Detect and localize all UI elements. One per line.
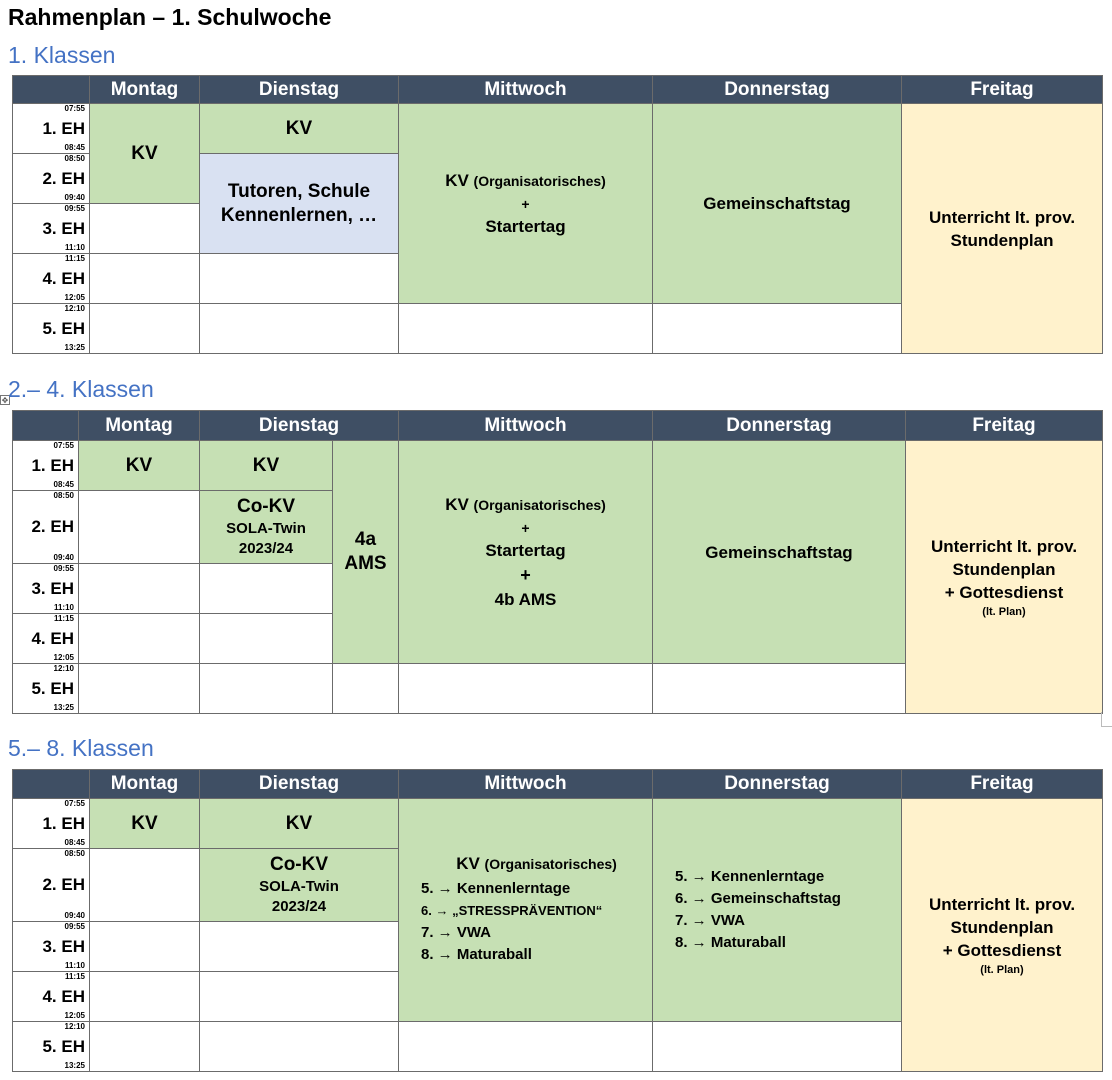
header-donnerstag: Donnerstag <box>652 410 906 441</box>
period-4 <box>12 613 79 664</box>
period-end: 09:40 <box>64 193 85 202</box>
cell-text: (lt. Plan) <box>980 963 1024 976</box>
header-freitag: Freitag <box>905 410 1103 441</box>
period-start: 11:15 <box>64 972 85 981</box>
header-freitag: Freitag <box>901 769 1103 799</box>
cell-dienstag-kv: KV <box>199 103 399 154</box>
period-label: 5. EH <box>42 1036 85 1056</box>
cell-donnerstag-gemeinschaftstag: Gemeinschaftstag <box>652 103 902 304</box>
cell-mittwoch-kv-startertag <box>398 103 653 304</box>
cell-donnerstag-list <box>652 798 902 1022</box>
period-5 <box>12 1021 90 1072</box>
cell-montag-kv: KV <box>78 440 200 491</box>
cell-text: Startertag <box>485 217 566 236</box>
cell-text: Tutoren, Schule <box>227 180 371 202</box>
cell-dienstag-kv: KV <box>199 798 399 849</box>
period-start: 07:55 <box>53 441 74 450</box>
period-start: 08:50 <box>64 154 85 163</box>
period-label: 4. EH <box>42 986 85 1006</box>
cell-text <box>445 169 606 193</box>
section-heading-2-4-klassen: 2.– 4. Klassen <box>8 376 154 402</box>
period-end: 11:10 <box>64 961 85 970</box>
cell-empty <box>89 253 200 304</box>
period-4 <box>12 971 90 1022</box>
period-end: 13:25 <box>64 343 85 352</box>
cell-text: Unterricht lt. prov. <box>930 536 1078 556</box>
cell-mittwoch-kv-startertag <box>398 440 653 664</box>
period-3 <box>12 203 90 254</box>
cell-empty <box>199 1021 399 1072</box>
cell-empty <box>199 971 399 1022</box>
period-end: 09:40 <box>64 911 85 920</box>
period-start: 09:55 <box>53 564 74 573</box>
period-end: 12:05 <box>64 1011 85 1020</box>
period-1 <box>12 440 79 491</box>
cell-text: Startertag <box>485 541 566 560</box>
period-start: 08:50 <box>64 849 85 858</box>
header-montag: Montag <box>78 410 200 441</box>
period-start: 07:55 <box>64 104 85 113</box>
period-start: 09:55 <box>64 922 85 931</box>
header-mittwoch: Mittwoch <box>398 75 653 104</box>
table-move-handle-icon[interactable]: ✥ <box>1 396 9 405</box>
cell-text: 2023/24 <box>271 898 327 915</box>
period-end: 12:05 <box>53 653 74 662</box>
period-2 <box>12 153 90 204</box>
cell-text: + Gottesdienst <box>942 940 1062 960</box>
section-heading-5-8-klassen: 5.– 8. Klassen <box>8 735 154 761</box>
cell-dienstag-kv: KV <box>199 440 333 491</box>
cell-text <box>456 854 617 874</box>
cell-dienstag-co-kv <box>199 490 333 564</box>
period-label: 3. EH <box>42 936 85 956</box>
period-end: 08:45 <box>64 143 85 152</box>
period-5 <box>12 303 90 354</box>
header-montag: Montag <box>89 769 200 799</box>
kv-label: KV <box>445 495 469 514</box>
period-start: 11:15 <box>64 254 85 263</box>
period-1 <box>12 103 90 154</box>
header-dienstag: Dienstag <box>199 769 399 799</box>
cell-text: Kennenlernen, … <box>220 204 378 226</box>
header-freitag: Freitag <box>901 75 1103 104</box>
period-4 <box>12 253 90 304</box>
cell-dienstag-co-kv <box>199 848 399 922</box>
cell-empty <box>199 303 399 354</box>
cell-freitag-unterricht <box>905 440 1103 714</box>
cell-empty <box>398 663 653 714</box>
period-end: 09:40 <box>53 553 74 562</box>
cell-text: Stundenplan <box>950 230 1054 250</box>
period-label: 1. EH <box>42 118 85 138</box>
cell-mittwoch-kv-list <box>398 798 653 1022</box>
period-5 <box>12 663 79 714</box>
cell-empty <box>398 303 653 354</box>
cell-empty <box>398 1021 653 1072</box>
list-item: 6. → „STRESSPRÄVENTION“ <box>421 903 603 918</box>
cell-empty <box>199 613 333 664</box>
cell-freitag-unterricht <box>901 798 1103 1072</box>
cell-text: 2023/24 <box>238 540 294 557</box>
list-item: 8. → Maturaball <box>421 946 532 963</box>
cell-empty <box>199 921 399 972</box>
list-item: 7. → VWA <box>421 924 492 941</box>
cell-empty <box>652 1021 902 1072</box>
cell-text: 4b AMS <box>494 590 557 609</box>
cell-text <box>445 493 606 517</box>
period-start: 12:10 <box>64 304 85 313</box>
period-end: 11:10 <box>64 243 85 252</box>
cell-empty <box>199 563 333 614</box>
cell-text: (lt. Plan) <box>982 605 1026 618</box>
plus-sign: + <box>520 565 531 585</box>
header-donnerstag: Donnerstag <box>652 75 902 104</box>
period-3 <box>12 563 79 614</box>
period-3 <box>12 921 90 972</box>
cell-empty <box>89 848 200 922</box>
period-end: 13:25 <box>53 703 74 712</box>
header-corner <box>12 410 79 441</box>
cell-text: AMS <box>344 553 387 574</box>
cell-text: Unterricht lt. prov. <box>928 207 1076 227</box>
org-label: (Organisatorisches) <box>473 497 606 513</box>
header-montag: Montag <box>89 75 200 104</box>
cell-empty <box>332 663 399 714</box>
cell-empty <box>89 921 200 972</box>
period-label: 2. EH <box>42 168 85 188</box>
period-label: 1. EH <box>31 455 74 475</box>
period-label: 3. EH <box>31 578 74 598</box>
cell-empty <box>652 663 906 714</box>
cell-text: SOLA-Twin <box>259 878 339 895</box>
header-dienstag: Dienstag <box>199 410 399 441</box>
cell-montag-kv: KV <box>89 798 200 849</box>
period-start: 07:55 <box>64 799 85 808</box>
period-label: 3. EH <box>42 218 85 238</box>
cell-empty <box>89 1021 200 1072</box>
period-end: 11:10 <box>53 603 74 612</box>
period-start: 08:50 <box>53 491 74 500</box>
period-label: 5. EH <box>42 318 85 338</box>
cell-text: Co-KV <box>236 496 296 517</box>
cell-empty <box>78 613 200 664</box>
period-label: 1. EH <box>42 813 85 833</box>
period-end: 08:45 <box>64 838 85 847</box>
header-mittwoch: Mittwoch <box>398 410 653 441</box>
end-of-table-marker <box>1101 712 1112 727</box>
period-end: 13:25 <box>64 1061 85 1070</box>
period-2 <box>12 848 90 922</box>
list-item: 7. → VWA <box>675 912 746 929</box>
cell-empty <box>199 253 399 304</box>
list-item: 6. → Gemeinschaftstag <box>675 890 841 907</box>
cell-text: Stundenplan <box>952 559 1056 579</box>
cell-text: Co-KV <box>269 854 329 875</box>
cell-empty <box>78 490 200 564</box>
header-dienstag: Dienstag <box>199 75 399 104</box>
cell-donnerstag-gemeinschaftstag: Gemeinschaftstag <box>652 440 906 664</box>
cell-text: 4a <box>354 529 377 550</box>
section-heading-1-klassen: 1. Klassen <box>8 42 116 68</box>
period-label: 5. EH <box>31 678 74 698</box>
cell-montag-kv: KV <box>89 103 200 204</box>
cell-text: Stundenplan <box>950 917 1054 937</box>
period-label: 2. EH <box>42 875 85 894</box>
page-title: Rahmenplan – 1. Schulwoche <box>8 4 332 30</box>
period-label: 4. EH <box>31 628 74 648</box>
header-mittwoch: Mittwoch <box>398 769 653 799</box>
cell-4a-ams <box>332 440 399 664</box>
period-start: 12:10 <box>53 664 74 673</box>
period-end: 12:05 <box>64 293 85 302</box>
cell-empty <box>199 663 333 714</box>
list-item: 5. → Kennenlerntage <box>421 880 571 897</box>
header-corner <box>12 75 90 104</box>
list-item: 8. → Maturaball <box>675 934 786 951</box>
cell-empty <box>89 303 200 354</box>
cell-text: SOLA-Twin <box>226 520 306 537</box>
org-label: (Organisatorisches) <box>473 173 606 189</box>
cell-empty <box>652 303 902 354</box>
plus-sign: + <box>521 196 530 212</box>
period-1 <box>12 798 90 849</box>
plus-sign: + <box>521 520 530 536</box>
period-start: 09:55 <box>64 204 85 213</box>
kv-label: KV <box>445 171 469 190</box>
cell-dienstag-tutoren <box>199 153 399 254</box>
header-donnerstag: Donnerstag <box>652 769 902 799</box>
cell-text: Unterricht lt. prov. <box>928 894 1076 914</box>
period-label: 4. EH <box>42 268 85 288</box>
period-start: 11:15 <box>53 614 74 623</box>
period-end: 08:45 <box>53 480 74 489</box>
cell-empty <box>78 663 200 714</box>
period-start: 12:10 <box>64 1022 85 1031</box>
period-label: 2. EH <box>31 517 74 536</box>
header-corner <box>12 769 90 799</box>
cell-empty <box>78 563 200 614</box>
cell-text: + Gottesdienst <box>944 582 1064 602</box>
cell-empty <box>89 203 200 254</box>
cell-freitag-unterricht <box>901 103 1103 354</box>
cell-empty <box>89 971 200 1022</box>
period-2 <box>12 490 79 564</box>
list-item: 5. → Kennenlerntage <box>675 868 825 885</box>
kv-label: KV <box>456 854 480 873</box>
org-label: (Organisatorisches) <box>484 856 617 872</box>
